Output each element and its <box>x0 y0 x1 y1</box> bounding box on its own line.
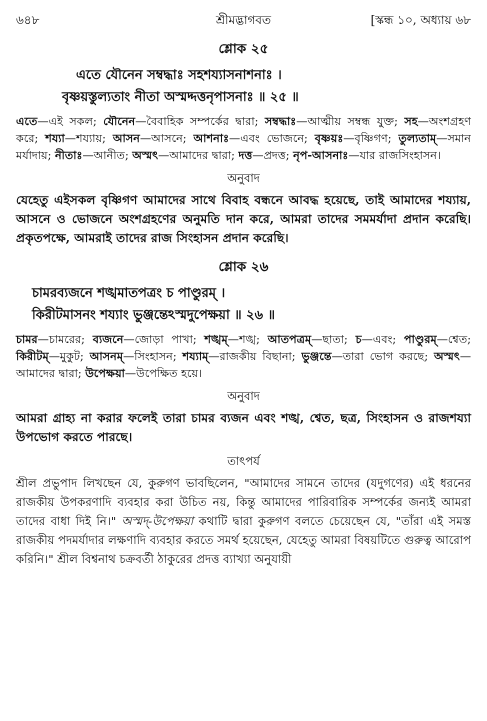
purport-text-2: কথাটি দ্বারা কুরুগণ বলতে চেয়েছেন যে, "তাঁরা এই সমস্ত রাজকীয় পদমর্যাদার লক্ষণাদি ব্যবহার করতে সমর্থ হয়েছেন, যেহেতু আমরা বিষয়টিতে গুরুত্ব আরোপ করিনি।" শ্রীল বিশ্বনাথ চক্রবর্তী ঠাকুরের প্রদত্ত ব্যাখ্যা অনুযায়ী <box>16 514 471 566</box>
verse-26-purport <box>16 474 471 569</box>
synonym-word: শয্যা <box>45 131 65 145</box>
verse-25-synonyms <box>16 113 471 164</box>
verse-25-line-2: বৃষ্ণয়স্তুল্যতাং নীতা অস্মদ্দত্তনৃপাসনাঃ ॥ ২৫ ॥ <box>62 90 299 105</box>
synonym-meaning: —রাজকীয় বিছানা; <box>208 350 302 363</box>
synonym-meaning: —আমাদের দ্বারা; <box>16 350 472 380</box>
synonym-word: আসনম্ <box>89 349 124 363</box>
synonym-meaning: —শঙ্খ; <box>227 333 268 346</box>
verse-25-heading: শ্লোক ২৫ <box>218 41 269 57</box>
synonym-word: এতে <box>16 114 38 128</box>
synonym-word: সহ <box>404 114 418 128</box>
synonym-meaning: —উপেক্ষিত হয়ে। <box>124 367 203 380</box>
synonym-meaning: —ছাতা; <box>311 333 356 346</box>
synonym-meaning: —এই সকল; <box>37 115 104 128</box>
synonym-meaning: —তারা ভোগ করছে; <box>331 350 435 363</box>
synonym-meaning: —চামরের; <box>37 333 93 346</box>
synonym-meaning: —অংশগ্রহণ করে; <box>16 115 472 145</box>
synonym-word: শয্যাম্ <box>182 349 209 363</box>
synonym-meaning: —এবং; <box>361 333 404 346</box>
synonym-word: কিরীটম্ <box>16 349 49 363</box>
synonym-word: অস্মৎ <box>132 148 159 162</box>
book-title: শ্রীমদ্ভাগবত <box>215 13 271 27</box>
verse-25-translation: যেহেতু এইসকল বৃষ্ণিগণ আমাদের সাথে বিবাহ বন্ধনে আবদ্ধ হয়েছে, তাই আমাদের শয্যায়, আসনে ও ভোজনে অংশগ্রহণের অনুমতি দান করে, আমরা তাদের সমমর্যাদা প্রদান করেছি। প্রকৃতপক্ষে, আমরাই তাদের রাজ সিংহাসন প্রদান করেছি। <box>16 193 471 245</box>
synonym-word: ব্যজনে <box>92 332 124 346</box>
synonym-word: আসন <box>112 131 140 145</box>
synonym-word: নৃপ-আসনাঃ <box>293 148 349 162</box>
synonym-word: আশনাঃ <box>193 131 230 145</box>
synonym-meaning: —এবং ভোজনে; <box>229 132 315 145</box>
page-header <box>16 8 471 30</box>
synonym-word: দত্ত <box>238 148 253 162</box>
synonym-word: চ <box>355 332 362 346</box>
synonym-meaning: —সমান মর্যাদায়; <box>16 132 471 162</box>
synonym-meaning: —আমাদের দ্বারা; <box>158 149 239 162</box>
synonym-word: নীতাঃ <box>54 148 83 162</box>
verse-26-translation: আমরা গ্রাহ্য না করার ফলেই তারা চামর ব্যজন এবং শঙ্খ, শ্বেত, ছত্র, সিংহাসন ও রাজশয্যা উপভোগ করতে পারছে। <box>16 411 471 444</box>
synonym-meaning: —বৈবাহিক সম্পর্কের দ্বারা; <box>135 115 265 128</box>
synonym-meaning: —মুকুট; <box>48 350 90 363</box>
purport-text-1: শ্রীল প্রভুপাদ লিখছেন যে, কুরুগণ ভাবছিলেন, "আমাদের সামনে তাদের (যদুগণের) এই ধরনের রাজকীয় উপকরণাদি ব্যবহার করা উচিত নয়, কিন্তু আমাদের পারিবারিক সম্পর্কের জন্যই আমরা তাদের বাধা দিই নি।" <box>16 476 471 528</box>
synonym-word: যৌনেন <box>103 114 136 128</box>
page-number: ৬৪৮ <box>16 13 40 27</box>
synonym-meaning: —বৃষ্ণিগণ; <box>343 132 399 145</box>
verse-26-purport-heading: তাৎপর্য <box>227 454 260 468</box>
book-page <box>16 8 471 569</box>
synonym-word: চামর <box>16 332 38 346</box>
verse-26-line-2: কিরীটমাসনং শয্যাং ভুঞ্জন্তেঽস্মদুপেক্ষয়া ॥ ২৬ ॥ <box>32 308 275 323</box>
synonym-meaning: —প্রদত্ত; <box>252 149 294 162</box>
synonym-meaning: —শ্বেত; <box>436 333 471 346</box>
synonym-word: আতপত্রম্ <box>267 332 312 346</box>
verse-26-line-1: চামরব্যজনে শঙ্খমাতপত্রং চ পাণ্ডুরম্ । <box>32 286 226 301</box>
verse-26-translation-heading: অনুবাদ <box>227 389 260 403</box>
purport-italic-term: অস্মদ্-উপেক্ষয়া <box>121 514 194 528</box>
synonym-meaning: —আনীত; <box>82 149 133 162</box>
synonym-meaning: —যার রাজসিংহাসন। <box>348 149 441 162</box>
verse-26-synonyms <box>16 331 471 382</box>
synonym-meaning: —আত্মীয় সম্বন্ধ যুক্ত; <box>296 115 405 128</box>
synonym-word: পাণ্ডুরম্ <box>404 332 437 346</box>
synonym-word: তুল্যতাম্ <box>398 131 437 145</box>
verse-25-translation-heading: অনুবাদ <box>227 171 260 185</box>
synonym-meaning: —আসনে; <box>139 132 194 145</box>
synonym-word: উপেক্ষয়া <box>85 366 125 380</box>
synonym-word: ভুঞ্জন্তে <box>301 349 332 363</box>
synonym-word: অস্মৎ <box>434 349 460 363</box>
verse-25-sanskrit <box>16 65 471 109</box>
synonym-meaning: —শয্যায়; <box>64 132 113 145</box>
synonym-meaning: —সিংহাসন; <box>123 350 183 363</box>
synonym-word: শঙ্খম্ <box>204 332 228 346</box>
synonym-word: বৃষ্ণয়ঃ <box>314 131 344 145</box>
verse-26-sanskrit <box>16 283 471 327</box>
synonym-word: সম্বদ্ধাঃ <box>264 114 297 128</box>
verse-26-heading: শ্লোক ২৬ <box>218 259 269 275</box>
verse-25-line-1: এতে যৌনেন সম্বদ্ধাঃ সহশয্যাসনাশনাঃ । <box>76 68 282 83</box>
chapter-reference: [স্কন্ধ ১০, অধ্যায় ৬৮ <box>370 13 471 27</box>
synonym-meaning: —জোড়া পাখা; <box>123 333 205 346</box>
